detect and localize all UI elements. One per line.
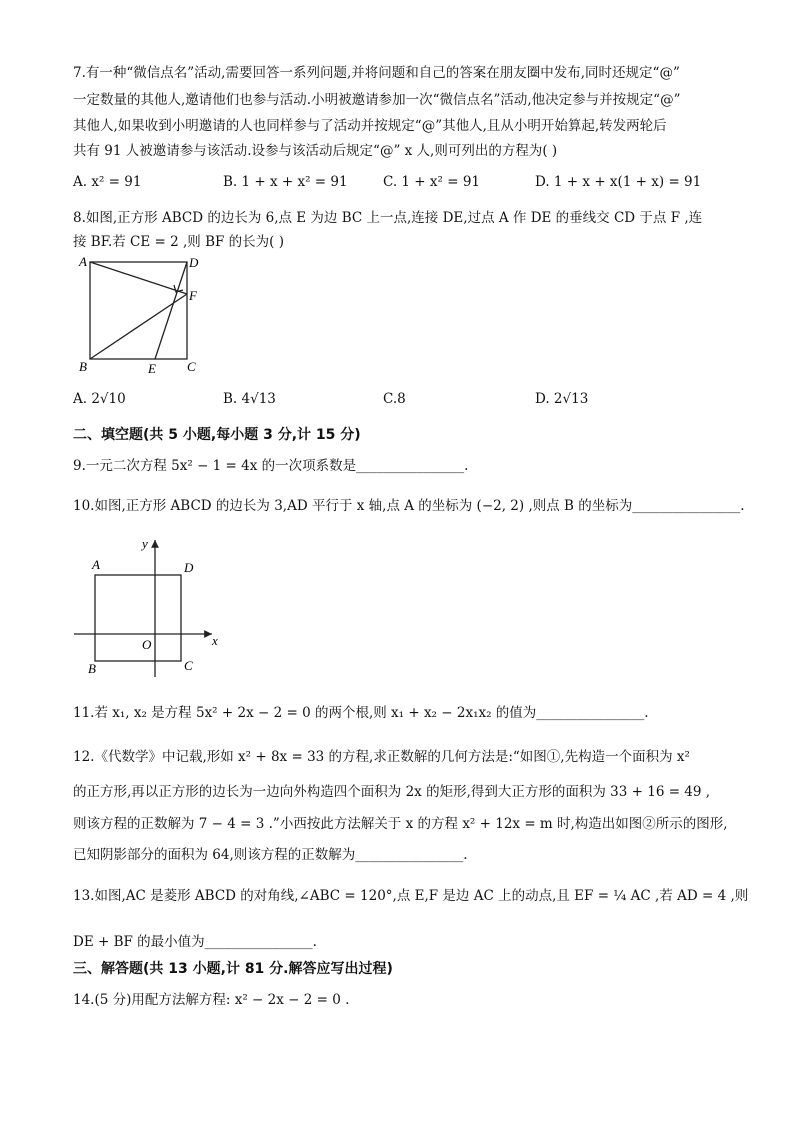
q8-square-figure xyxy=(76,254,206,376)
label-x: x xyxy=(212,633,218,648)
q7-line-2: 一定数量的其他人,邀请他们也参与活动.小明被邀请参加一次“微信点名”活动,他决定参与并按规定“@” xyxy=(73,92,681,108)
label-a-coord: A xyxy=(92,557,100,572)
q12-line-2: 的正方形,再以正方形的边长为一边向外构造四个面积为 2x 的矩形,得到大正方形的面积为 33 + 16 = 49 , xyxy=(73,784,711,800)
label-d-coord: D xyxy=(184,560,194,575)
q8-option-a: A. 2√10 xyxy=(73,391,126,407)
q7-line-3: 其他人,如果收到小明邀请的人也同样参与了活动并按规定“@”其他人,且从小明开始算起,转发两轮后 xyxy=(73,118,667,134)
section-2-heading: 二、填空题(共 5 小题,每小题 3 分,计 15 分) xyxy=(73,427,361,443)
q9-line: 9.一元二次方程 5x² − 1 = 4x 的一次项系数是________________. xyxy=(73,458,469,474)
q7-option-d: D. 1 + x + x(1 + x) = 91 xyxy=(535,174,702,190)
q8-option-c: C.8 xyxy=(383,391,406,407)
square-abcd-coord xyxy=(95,575,181,661)
label-b: B xyxy=(79,359,87,374)
q7-line-1: 7.有一种“微信点名”活动,需要回答一系列问题,并将问题和自己的答案在朋友圈中发布,同时还规定“@” xyxy=(73,65,680,81)
q12-line-3: 则该方程的正数解为 7 − 4 = 3 .”小西按此方法解关于 x 的方程 x² + 12x = m 时,构造出如图②所示的图形, xyxy=(73,816,728,832)
q7-option-c: C. 1 + x² = 91 xyxy=(383,174,481,190)
label-c-coord: C xyxy=(184,658,193,673)
label-d: D xyxy=(189,255,199,270)
q12-line-1: 12.《代数学》中记载,形如 x² + 8x = 33 的方程,求正数解的几何方法是:“如图①,先构造一个面积为 x² xyxy=(73,749,690,765)
q8-option-b: B. 4√13 xyxy=(223,391,276,407)
q14-line: 14.(5 分)用配方法解方程: x² − 2x − 2 = 0 . xyxy=(73,992,350,1008)
label-f: F xyxy=(189,288,197,303)
square-abcd xyxy=(90,262,187,359)
q10-coordinate-figure xyxy=(74,532,224,678)
q7-line-4: 共有 91 人被邀请参与该活动.设参与该活动后规定“@” x 人,则可列出的方程为( ) xyxy=(73,143,558,159)
label-b-coord: B xyxy=(88,661,96,676)
q8-line-2: 接 BF.若 CE = 2 ,则 BF 的长为( ) xyxy=(73,234,285,250)
label-y: y xyxy=(142,536,148,551)
q7-option-b: B. 1 + x + x² = 91 xyxy=(223,174,348,190)
q12-line-4: 已知阴影部分的面积为 64,则该方程的正数解为________________. xyxy=(73,847,468,863)
q8-line-1: 8.如图,正方形 ABCD 的边长为 6,点 E 为边 BC 上一点,连接 DE,过点 A 作 DE 的垂线交 CD 于点 F ,连 xyxy=(73,210,703,226)
q8-option-d: D. 2√13 xyxy=(535,391,589,407)
segment-af xyxy=(90,262,187,294)
section-3-heading: 三、解答题(共 13 小题,计 81 分.解答应写出过程) xyxy=(73,961,393,977)
label-e: E xyxy=(148,361,156,376)
segment-bf xyxy=(90,294,187,359)
q13-line-1: 13.如图,AC 是菱形 ABCD 的对角线,∠ABC = 120°,点 E,F 是边 AC 上的动点,且 EF = ¼ AC ,若 AD = 4 ,则 xyxy=(73,888,749,904)
label-c: C xyxy=(187,359,196,374)
q7-option-a: A. x² = 91 xyxy=(73,174,142,190)
label-a: A xyxy=(79,254,87,269)
q13-line-2: DE + BF 的最小值为________________. xyxy=(73,934,317,950)
segment-de xyxy=(155,262,187,359)
q11-line: 11.若 x₁, x₂ 是方程 5x² + 2x − 2 = 0 的两个根,则 x₁ + x₂ − 2x₁x₂ 的值为________________. xyxy=(73,705,649,721)
label-o: O xyxy=(142,637,152,652)
q10-line-1: 10.如图,正方形 ABCD 的边长为 3,AD 平行于 x 轴,点 A 的坐标为 (−2, 2) ,则点 B 的坐标为________________. xyxy=(73,498,745,514)
